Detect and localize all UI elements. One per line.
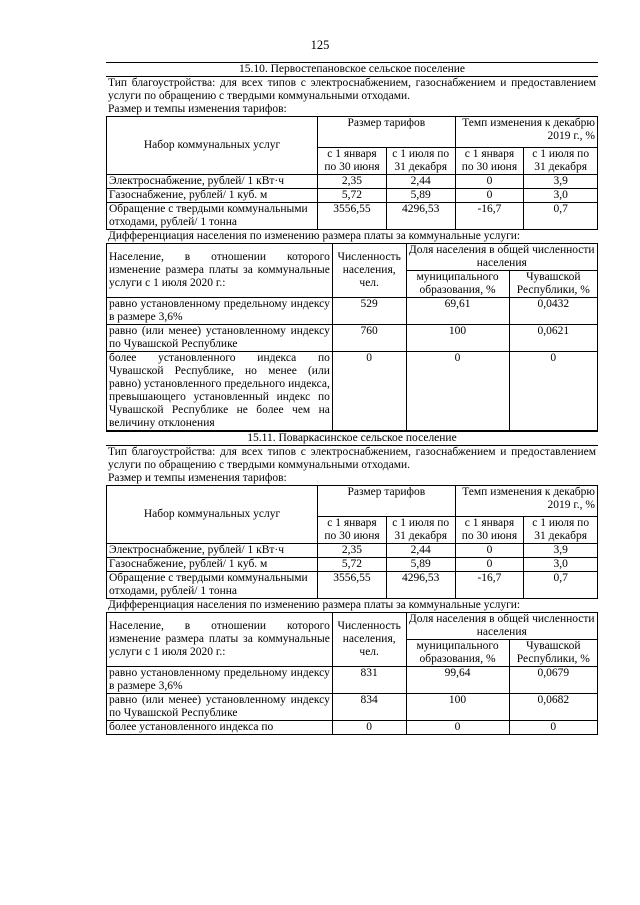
population-value: 100	[406, 694, 509, 721]
tariff-row	[107, 558, 598, 572]
tariff-header-row	[107, 117, 598, 148]
header-tariff-size: Размер тарифов	[318, 486, 455, 517]
header-republic: Чувашской Республики, %	[509, 640, 597, 667]
improvement-type: Тип благоустройства: для всех типов с электроснабжением, газоснабжением и предоставлением услуги по обращению с твердыми коммунальными отходами.	[108, 77, 596, 102]
tariff-value: 4296,53	[386, 203, 455, 230]
differentiation-caption: Дифференциация населения по изменению размера платы за коммунальные услуги:	[108, 599, 521, 611]
service-name: Газоснабжение, рублей/ 1 куб. м	[107, 558, 318, 572]
differentiation-header-row	[107, 244, 598, 271]
header-republic: Чувашской Республики, %	[509, 271, 597, 298]
tariff-value: 3,0	[524, 189, 598, 203]
header-municipal: муниципального образования, %	[406, 271, 509, 298]
population-condition: равно (или менее) установленному индексу по Чувашской Республике	[107, 325, 333, 352]
differentiation-header-row	[107, 613, 598, 640]
tariff-value: 2,44	[386, 175, 455, 189]
population-value: 100	[406, 325, 509, 352]
tariff-row	[107, 203, 598, 230]
tariff-row	[107, 175, 598, 189]
tariff-value: 0	[455, 175, 524, 189]
header-change-rate: Темп изменения к декабрю 2019 г., %	[455, 117, 597, 148]
section-title-table	[106, 431, 598, 446]
header-period: с 1 января по 30 июня	[455, 517, 524, 544]
header-municipal: муниципального образования, %	[406, 640, 509, 667]
tariff-value: 5,72	[318, 558, 387, 572]
header-population: Население, в отношении которого изменение размера платы за коммунальные услуги с 1 июля 2020 г.:	[107, 613, 333, 667]
population-condition: равно установленному предельному индексу в размере 3,6%	[107, 298, 333, 325]
tariff-value: -16,7	[455, 203, 524, 230]
tariff-value: 0	[455, 558, 524, 572]
population-value: 0,0679	[509, 667, 597, 694]
tariff-value: 4296,53	[386, 572, 455, 599]
header-period: с 1 июля по 31 декабря	[524, 517, 598, 544]
tariff-value: 2,35	[318, 175, 387, 189]
header-period: с 1 июля по 31 декабря	[386, 148, 455, 175]
tariff-row	[107, 189, 598, 203]
tariff-table	[106, 116, 598, 230]
improvement-type: Тип благоустройства: для всех типов с электроснабжением, газоснабжением и предоставлением услуги по обращению с твердыми коммунальными отходами.	[108, 446, 596, 471]
document-body	[106, 62, 598, 735]
page-number: 125	[310, 38, 330, 52]
service-name: Электроснабжение, рублей/ 1 кВт·ч	[107, 175, 318, 189]
header-tariff-size: Размер тарифов	[318, 117, 455, 148]
section	[106, 62, 598, 431]
tariff-row	[107, 544, 598, 558]
tariff-value: 2,44	[386, 544, 455, 558]
tariff-caption: Размер и темпы изменения тарифов:	[108, 472, 287, 484]
tariff-value: 3,9	[524, 175, 598, 189]
header-period: с 1 января по 30 июня	[318, 517, 387, 544]
population-value: 0,0432	[509, 298, 597, 325]
population-value: 0	[406, 721, 509, 735]
tariff-caption: Размер и темпы изменения тарифов:	[108, 103, 287, 115]
tariff-value: 5,89	[386, 558, 455, 572]
differentiation-row	[107, 667, 598, 694]
tariff-value: 5,72	[318, 189, 387, 203]
header-period: с 1 января по 30 июня	[318, 148, 387, 175]
population-value: 529	[332, 298, 406, 325]
section-title-row	[106, 63, 598, 77]
tariff-value: -16,7	[455, 572, 524, 599]
population-value: 0,0621	[509, 325, 597, 352]
header-count: Численность населения, чел.	[332, 613, 406, 667]
tariff-value: 3556,55	[318, 572, 387, 599]
population-value: 0	[406, 352, 509, 431]
service-name: Обращение с твердыми коммунальными отходами, рублей/ 1 тонна	[107, 203, 318, 230]
tariff-table	[106, 485, 598, 599]
differentiation-row	[107, 325, 598, 352]
tariff-value: 0	[455, 544, 524, 558]
header-count: Численность населения, чел.	[332, 244, 406, 298]
section	[106, 431, 598, 735]
tariff-value: 0,7	[524, 572, 598, 599]
population-value: 0	[332, 352, 406, 431]
header-services: Набор коммунальных услуг	[107, 486, 318, 544]
tariff-header-row	[107, 486, 598, 517]
population-value: 99,64	[406, 667, 509, 694]
population-condition: равно установленному предельному индексу в размере 3,6%	[107, 667, 333, 694]
header-population: Население, в отношении которого изменение размера платы за коммунальные услуги с 1 июля 2020 г.:	[107, 244, 333, 298]
differentiation-row	[107, 352, 598, 431]
population-value: 760	[332, 325, 406, 352]
tariff-value: 5,89	[386, 189, 455, 203]
tariff-value: 0	[455, 189, 524, 203]
population-value: 0	[509, 721, 597, 735]
tariff-value: 3556,55	[318, 203, 387, 230]
population-value: 834	[332, 694, 406, 721]
service-name: Электроснабжение, рублей/ 1 кВт·ч	[107, 544, 318, 558]
tariff-value: 3,9	[524, 544, 598, 558]
header-share: Доля населения в общей численности населения	[406, 613, 598, 640]
tariff-value: 2,35	[318, 544, 387, 558]
differentiation-row	[107, 721, 598, 735]
population-condition: равно (или менее) установленному индексу по Чувашской Республике	[107, 694, 333, 721]
differentiation-caption: Дифференциация населения по изменению размера платы за коммунальные услуги:	[108, 230, 521, 242]
differentiation-table	[106, 612, 598, 735]
population-value: 69,61	[406, 298, 509, 325]
service-name: Газоснабжение, рублей/ 1 куб. м	[107, 189, 318, 203]
differentiation-table	[106, 243, 598, 431]
tariff-value: 3,0	[524, 558, 598, 572]
population-condition: более установленного индекса по	[107, 721, 333, 735]
tariff-value: 0,7	[524, 203, 598, 230]
population-condition: более установленного индекса по Чувашской Республике, но менее (или равно) установленного предельного индекса, превышающего установленный индекс по Чувашской Республике не более чем на величину отклонения	[107, 352, 333, 431]
population-value: 831	[332, 667, 406, 694]
tariff-row	[107, 572, 598, 599]
header-period: с 1 января по 30 июня	[455, 148, 524, 175]
population-value: 0,0682	[509, 694, 597, 721]
section-title-row	[106, 432, 598, 446]
service-name: Обращение с твердыми коммунальными отходами, рублей/ 1 тонна	[107, 572, 318, 599]
section-title: 15.10. Первостепановское сельское поселение	[106, 63, 598, 77]
header-services: Набор коммунальных услуг	[107, 117, 318, 175]
header-share: Доля населения в общей численности населения	[406, 244, 598, 271]
section-title-table	[106, 62, 598, 77]
differentiation-row	[107, 298, 598, 325]
header-period: с 1 июля по 31 декабря	[524, 148, 598, 175]
population-value: 0	[332, 721, 406, 735]
differentiation-row	[107, 694, 598, 721]
population-value: 0	[509, 352, 597, 431]
header-period: с 1 июля по 31 декабря	[386, 517, 455, 544]
header-change-rate: Темп изменения к декабрю 2019 г., %	[455, 486, 597, 517]
section-title: 15.11. Поваркасинское сельское поселение	[106, 432, 598, 446]
